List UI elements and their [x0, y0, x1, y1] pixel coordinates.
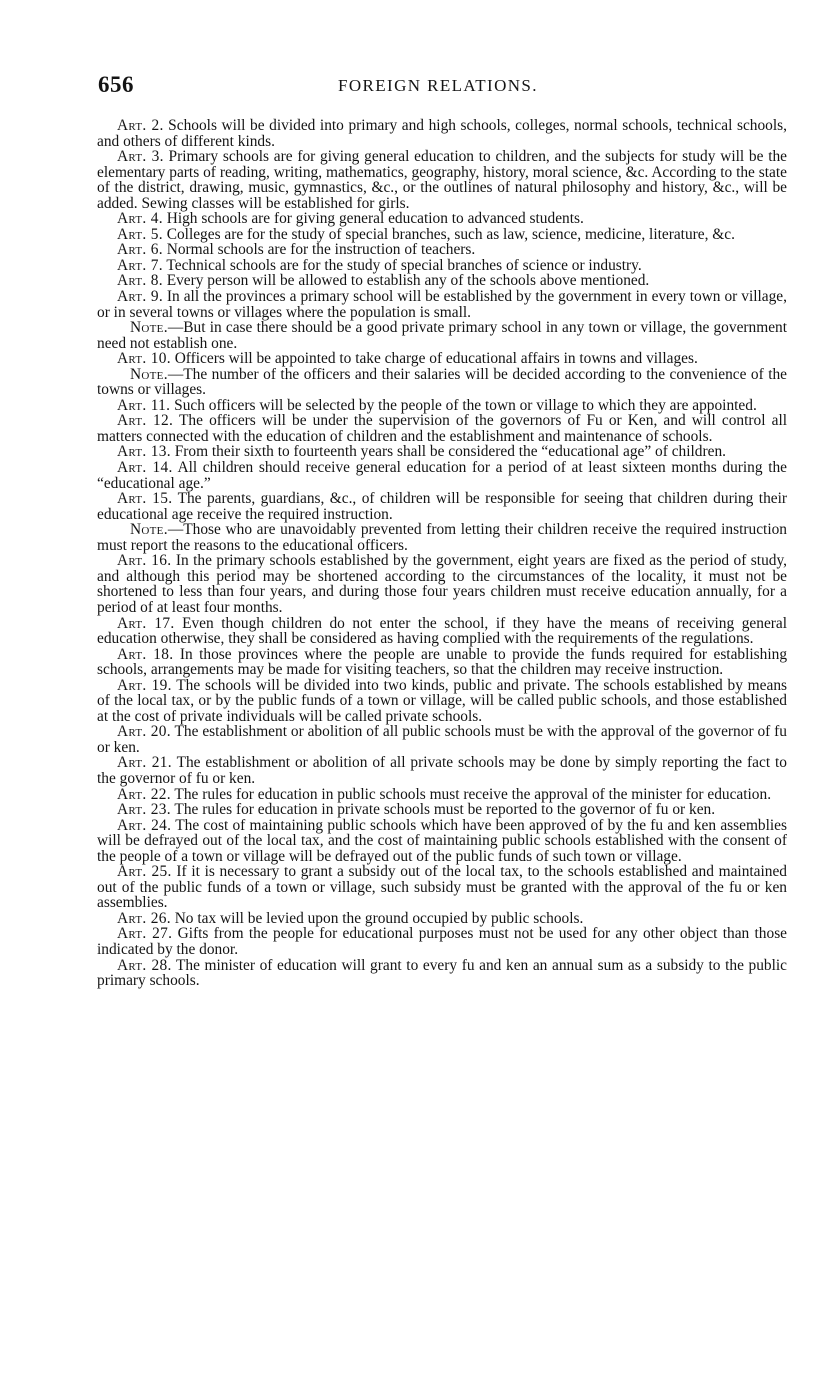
article-paragraph [97, 678, 787, 725]
article-paragraph [97, 149, 787, 211]
article-label: Art. 5. [117, 225, 163, 243]
article-text: Every person will be allowed to establish any of the schools above mentioned. [162, 272, 650, 290]
article-text: Gifts from the people for educational purposes must not be used for any other object than those indicated by the donor. [97, 925, 788, 958]
article-label: Art. 7. [117, 256, 163, 274]
page-header [98, 72, 788, 102]
article-label: Art. 13. [117, 443, 171, 461]
article-paragraph [97, 553, 787, 615]
article-text: If it is necessary to grant a subsidy out of the local tax, to the schools established and maintained out of the public funds of a town or village, such subsidy must be granted with the approval of the fu or ken assemblies. [97, 863, 787, 912]
article-label: Art. 14. [117, 459, 173, 477]
article-label: Art. 18. [117, 645, 174, 663]
article-paragraph [97, 647, 787, 678]
article-label: Art. 3. [117, 148, 164, 166]
running-head: FOREIGN RELATIONS. [338, 76, 538, 95]
article-label: Art. 4. [117, 210, 163, 228]
article-text: No tax will be levied upon the ground occupied by public schools. [170, 909, 584, 927]
article-text: Technical schools are for the study of special branches of science or industry. [162, 256, 642, 274]
article-label: Art. 23. [117, 801, 171, 819]
article-text: Officers will be appointed to take charge of educational affairs in towns and villages. [170, 350, 698, 368]
article-text: Such officers will be selected by the people of the town or village to which they are appointed. [170, 396, 757, 414]
article-label: Art. 16. [117, 552, 172, 570]
article-paragraph [97, 211, 787, 227]
article-label: Art. 28. [117, 956, 172, 974]
article-label: Art. 25. [117, 863, 172, 881]
document-body [97, 118, 787, 989]
article-label: Art. 20. [117, 723, 171, 741]
note-text: —The number of the officers and their salaries will be decided according to the convenience of the towns or villages. [97, 365, 787, 399]
article-text: Schools will be divided into primary and high schools, colleges, normal schools, technical schools, and others of different kinds. [97, 117, 787, 150]
note-label: Note. [130, 319, 168, 337]
article-text: The minister of education will grant to every fu and ken an annual sum as a subsidy to the public primary schools. [97, 956, 787, 990]
page-number: 656 [98, 72, 134, 97]
article-text: Even though children do not enter the school, if they have the means of receiving general education otherwise, they shall be considered as having complied with the requirements of the regulations. [97, 614, 788, 648]
article-label: Art. 12. [117, 412, 174, 430]
article-text: The schools will be divided into two kinds, public and private. The schools established by means of the local tax, or by the public funds of a town or village, will be called public schools, and those established at the cost of private individuals will be called private schools. [97, 676, 788, 725]
article-paragraph [97, 926, 787, 957]
article-text: In the primary schools established by the government, eight years are fixed as the period of study, and although this period may be shortened according to the circumstances of the locality, it must not be shortened to less than four years, and during those four years children must receive education annually, for a period of at least four months. [97, 552, 787, 616]
article-paragraph [97, 460, 787, 491]
article-paragraph [97, 242, 787, 258]
article-text: From their sixth to fourteenth years shall be considered the “educational age” of children. [170, 443, 726, 461]
article-paragraph [97, 787, 787, 803]
article-paragraph [97, 958, 787, 989]
article-label: Art. 9. [117, 288, 163, 306]
article-text: Colleges are for the study of special branches, such as law, science, medicine, literature, &c. [162, 225, 735, 243]
note-paragraph [97, 367, 787, 398]
article-text: The rules for education in public schools must receive the approval of the minister for education. [170, 785, 772, 803]
article-text: Normal schools are for the instruction of teachers. [162, 241, 476, 259]
article-text: All children should receive general education for a period of at least sixteen months during the “educational age.” [97, 459, 788, 492]
article-paragraph [97, 616, 787, 647]
article-text: The parents, guardians, &c., of children will be responsible for seeing that children during their educational age receive the required instruction. [97, 490, 788, 523]
article-label: Art. 6. [117, 241, 163, 259]
article-paragraph [97, 911, 787, 927]
article-paragraph [97, 289, 787, 320]
article-paragraph [97, 864, 787, 911]
article-paragraph [97, 227, 787, 243]
article-paragraph [97, 413, 787, 444]
note-text: —But in case there should be a good private primary school in any town or village, the government need not establish one. [97, 319, 787, 352]
article-paragraph [97, 802, 787, 818]
article-label: Art. 24. [117, 816, 172, 834]
article-paragraph [97, 398, 787, 414]
article-text: The rules for education in private schools must be reported to the governor of fu or ken. [170, 801, 716, 819]
article-paragraph [97, 818, 787, 865]
article-text: The officers will be under the supervision of the governors of Fu or Ken, and will control all matters connected with the education of children and the establishment and maintenance of schools. [97, 412, 787, 445]
article-label: Art. 22. [117, 785, 171, 803]
article-paragraph [97, 491, 787, 522]
article-label: Art. 2. [117, 117, 164, 134]
article-paragraph [97, 118, 787, 149]
article-text: High schools are for giving general education to advanced students. [162, 210, 584, 228]
article-paragraph [97, 273, 787, 289]
article-paragraph [97, 724, 787, 755]
article-label: Art. 19. [117, 676, 172, 694]
article-paragraph [97, 444, 787, 460]
article-text: The establishment or abolition of all public schools must be with the approval of the governor of fu or ken. [97, 723, 788, 756]
article-text: The establishment or abolition of all private schools may be done by simply reporting the fact to the governor of fu or ken. [97, 754, 787, 787]
article-label: Art. 11. [117, 396, 171, 414]
article-paragraph [97, 351, 787, 367]
article-label: Art. 15. [117, 490, 173, 508]
article-label: Art. 21. [117, 754, 172, 772]
note-paragraph [97, 522, 787, 553]
article-text: The cost of maintaining public schools which have been approved of by the fu and ken assemblies will be defrayed out of the local tax, and the cost of maintaining public schools established with the consent of the people of a town or village will be defrayed out of the public funds of such town or village. [97, 816, 788, 865]
article-text: In all the provinces a primary school will be established by the government in every town or village, or in several towns or villages where the population is small. [97, 288, 787, 321]
note-paragraph [97, 320, 787, 351]
article-paragraph [97, 755, 787, 786]
article-label: Art. 26. [117, 909, 171, 927]
note-label: Note. [130, 365, 168, 383]
article-paragraph [97, 258, 787, 274]
article-label: Art. 17. [117, 614, 175, 632]
article-text: In those provinces where the people are unable to provide the funds required for establishing schools, arrangements may be made for visiting teachers, so that the children may receive instruction. [97, 645, 788, 679]
note-text: —Those who are unavoidably prevented from letting their children receive the required instruction must report the reasons to the educational officers. [97, 521, 787, 554]
article-label: Art. 27. [117, 925, 173, 943]
article-text: Primary schools are for giving general education to children, and the subjects for study will be the elementary parts of reading, writing, mathematics, geography, history, moral science, &c. According to the state of the district, drawing, music, gymnastics, &c., or the outlines of natural philosophy and history, &c., will be added. Sewing classes will be established for girls. [97, 148, 787, 212]
article-label: Art. 8. [117, 272, 163, 290]
note-label: Note. [130, 521, 168, 539]
article-label: Art. 10. [117, 350, 171, 368]
